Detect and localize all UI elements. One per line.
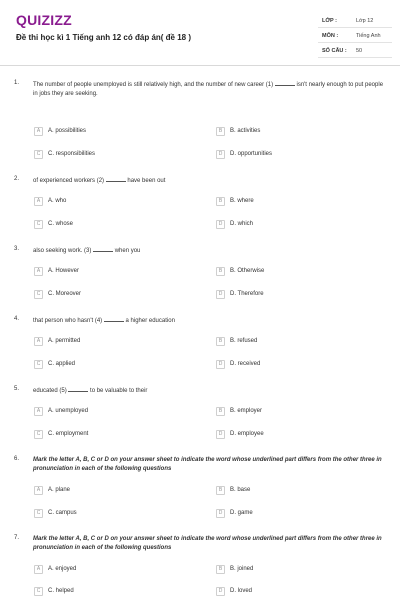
option-letter-box: B xyxy=(216,197,225,206)
option-text: C. responsibilities xyxy=(48,151,96,157)
option-text: C. Moreover xyxy=(48,291,82,297)
option-letter-box: D xyxy=(216,220,225,229)
document-title: Đề thi học kì 1 Tiếng anh 12 có đáp án( đề 18 ) xyxy=(16,33,192,42)
meta-value: 50 xyxy=(356,48,363,54)
option-letter-box: C xyxy=(34,360,43,369)
question-instruction: Mark the letter A, B, C or D on your answer sheet to indicate the word whose underlined part differs from the other three in pronunciation in each of the following questions xyxy=(33,457,382,472)
option-letter-box: B xyxy=(216,267,225,276)
option-text: D. which xyxy=(230,221,254,227)
option-letter-box: A xyxy=(34,127,43,136)
option-letter-box: D xyxy=(216,360,225,369)
option-text: B. base xyxy=(230,487,251,493)
option-letter-box: A xyxy=(34,407,43,416)
question-instruction: Mark the letter A, B, C or D on your answer sheet to indicate the word whose underlined part differs from the other three in pronunciation in each of the following questions xyxy=(33,536,382,551)
option-letter-box: C xyxy=(34,150,43,159)
question-number: 5. xyxy=(14,386,20,392)
option-text: A. possibilities xyxy=(48,128,87,134)
question-text-after: when you xyxy=(114,248,141,254)
question-text-after: a higher education xyxy=(125,318,175,324)
option-letter-box: B xyxy=(216,486,225,495)
option-text: A. who xyxy=(48,198,67,204)
option-text: B. where xyxy=(230,198,254,204)
question-text-before: of experienced workers (2) xyxy=(33,178,105,184)
question-number: 6. xyxy=(14,456,20,462)
question-number: 2. xyxy=(14,176,20,182)
option-letter-box: D xyxy=(216,150,225,159)
option-text: C. whose xyxy=(48,221,74,227)
answer-blank xyxy=(93,246,113,252)
question-number: 1. xyxy=(14,80,20,86)
option-letter-box: C xyxy=(34,587,43,596)
page-header xyxy=(0,0,400,66)
option-letter-box: D xyxy=(216,430,225,439)
question-number: 3. xyxy=(14,246,20,252)
option-letter-box: C xyxy=(34,430,43,439)
meta-row-class xyxy=(318,14,392,28)
meta-row-question-count xyxy=(318,44,392,58)
option-text: D. Therefore xyxy=(230,291,264,297)
option-text: C. campus xyxy=(48,510,77,516)
question-text-after: to be valuable to their xyxy=(90,388,148,394)
question-text-after: have been out xyxy=(127,178,166,184)
question-text xyxy=(33,246,389,256)
meta-label: MÔN : xyxy=(322,33,339,39)
question-text xyxy=(33,80,389,99)
option-letter-box: D xyxy=(216,509,225,518)
option-text: C. employment xyxy=(48,431,89,437)
option-text: C. applied xyxy=(48,361,76,367)
question-text-after: isn't nearly enough to put people in jobs they are seeking. xyxy=(33,82,384,97)
meta-row-subject xyxy=(318,29,392,43)
answer-blank xyxy=(106,176,126,182)
option-letter-box: A xyxy=(34,337,43,346)
question-text-before: that person who hasn't (4) xyxy=(33,318,103,324)
option-text: D. game xyxy=(230,510,253,516)
option-letter-box: B xyxy=(216,127,225,136)
option-text: A. unemployed xyxy=(48,408,89,414)
option-text: C. helped xyxy=(48,588,74,594)
option-letter-box: D xyxy=(216,587,225,596)
question-text xyxy=(33,386,389,396)
meta-label: LỚP : xyxy=(322,18,337,24)
option-text: A. plane xyxy=(48,487,71,493)
option-text: D. employee xyxy=(230,431,264,437)
option-text: A. enjoyed xyxy=(48,566,77,572)
option-letter-box: B xyxy=(216,565,225,574)
option-text: D. loved xyxy=(230,588,253,594)
question-number: 4. xyxy=(14,316,20,322)
meta-label: SỐ CÂU : xyxy=(322,48,347,54)
answer-blank xyxy=(68,386,88,392)
option-letter-box: B xyxy=(216,337,225,346)
option-text: B. employer xyxy=(230,408,263,414)
question-text xyxy=(33,316,389,326)
option-text: D. opportunities xyxy=(230,151,273,157)
option-text: D. received xyxy=(230,361,261,367)
question-number: 7. xyxy=(14,535,20,541)
question-text-before: educated (5) xyxy=(33,388,67,394)
question-text xyxy=(33,176,389,186)
option-letter-box: A xyxy=(34,486,43,495)
meta-value: Lớp 12 xyxy=(356,18,374,24)
option-text: A. However xyxy=(48,268,80,274)
option-text: B. joined xyxy=(230,566,254,572)
option-letter-box: C xyxy=(34,290,43,299)
option-letter-box: A xyxy=(34,565,43,574)
option-text: B. activities xyxy=(230,128,261,134)
option-letter-box: C xyxy=(34,509,43,518)
meta-value: Tiếng Anh xyxy=(356,33,381,39)
answer-blank xyxy=(275,80,295,86)
quizizz-logo: QUIZIZZ xyxy=(16,12,72,28)
option-letter-box: A xyxy=(34,197,43,206)
option-text: B. Otherwise xyxy=(230,268,265,274)
option-letter-box: B xyxy=(216,407,225,416)
option-text: B. refused xyxy=(230,338,258,344)
question-text-before: also seeking work. (3) xyxy=(33,248,92,254)
answer-blank xyxy=(104,316,124,322)
question-text-before: The number of people unemployed is still relatively high, and the number of new career (1) xyxy=(33,82,274,88)
option-letter-box: C xyxy=(34,220,43,229)
option-letter-box: A xyxy=(34,267,43,276)
option-letter-box: D xyxy=(216,290,225,299)
option-text: A. permitted xyxy=(48,338,81,344)
